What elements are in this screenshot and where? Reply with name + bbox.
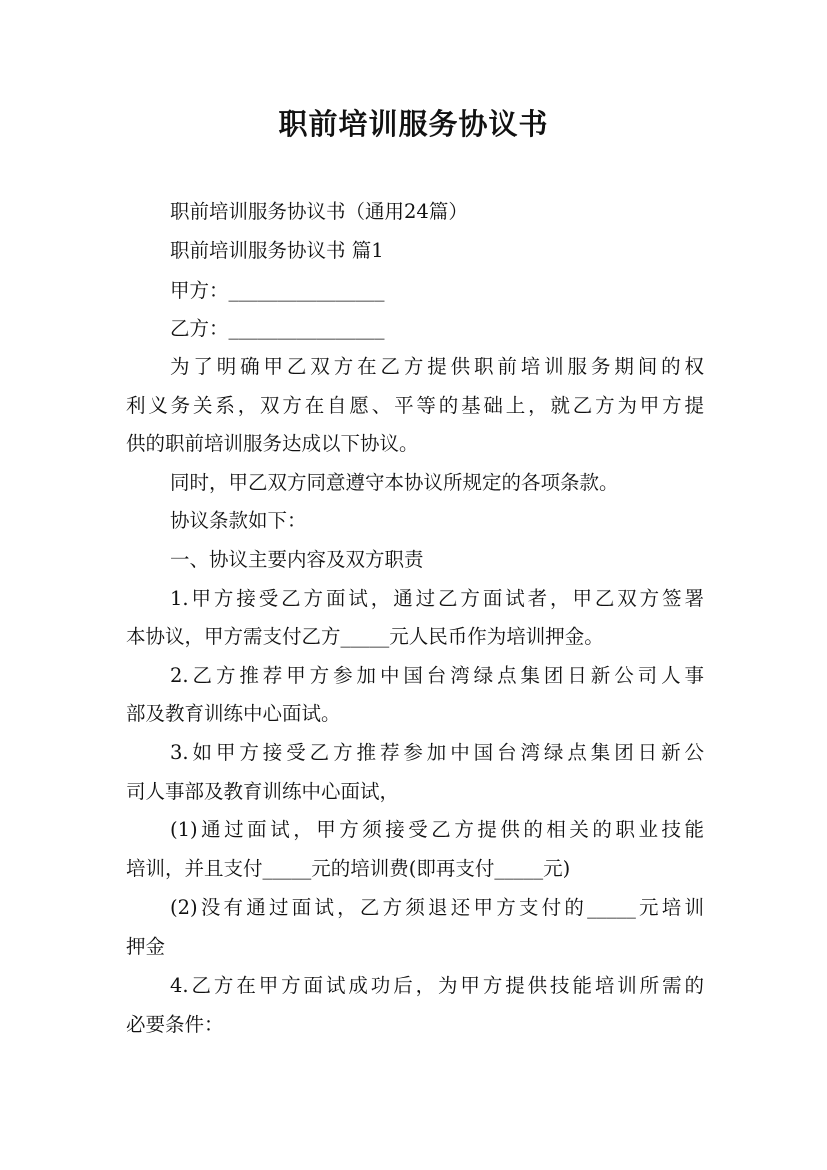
clause-line: 本协议，甲方需支付乙方_____元人民币作为培训押金。	[126, 625, 604, 648]
party-a-line: 甲方：________________	[170, 279, 385, 302]
clause-line: (2)没有通过面试，乙方须退还甲方支付的_____元培训	[170, 896, 704, 919]
clause-line: 2.乙方推荐甲方参加中国台湾绿点集团日新公司人事	[170, 664, 704, 687]
document-title: 职前培训服务协议书	[278, 107, 549, 141]
paragraph-line: 利义务关系，双方在自愿、平等的基础上，就乙方为甲方提	[126, 394, 704, 417]
paragraph-line: 同时，甲乙双方同意遵守本协议所规定的各项条款。	[170, 471, 619, 494]
clause-line: 部及教育训练中心面试。	[126, 702, 341, 725]
clause-line: 4.乙方在甲方面试成功后，为甲方提供技能培训所需的	[170, 974, 704, 997]
paragraph-line: 协议条款如下：	[170, 509, 307, 532]
paragraph-line: 供的职前培训服务达成以下协议。	[126, 432, 419, 455]
party-b-line: 乙方：________________	[170, 317, 385, 340]
clause-line: 司人事部及教育训练中心面试，	[126, 780, 400, 803]
clause-line: (1)通过面试，甲方须接受乙方提供的相关的职业技能	[170, 818, 704, 841]
clause-line: 押金	[126, 935, 166, 958]
clause-line: 培训，并且支付_____元的培训费(即再支付_____元)	[126, 857, 571, 880]
clause-line: 3.如甲方接受乙方推荐参加中国台湾绿点集团日新公	[170, 741, 704, 764]
section-heading: 职前培训服务协议书 篇1	[170, 239, 384, 262]
subtitle-line: 职前培训服务协议书（通用24篇）	[170, 200, 468, 223]
clause-line: 1.甲方接受乙方面试，通过乙方面试者，甲乙双方签署	[170, 587, 704, 610]
clause-heading: 一、协议主要内容及双方职责	[170, 548, 424, 571]
clause-line: 必要条件：	[126, 1013, 224, 1036]
paragraph-line: 为了明确甲乙双方在乙方提供职前培训服务期间的权	[170, 355, 704, 378]
